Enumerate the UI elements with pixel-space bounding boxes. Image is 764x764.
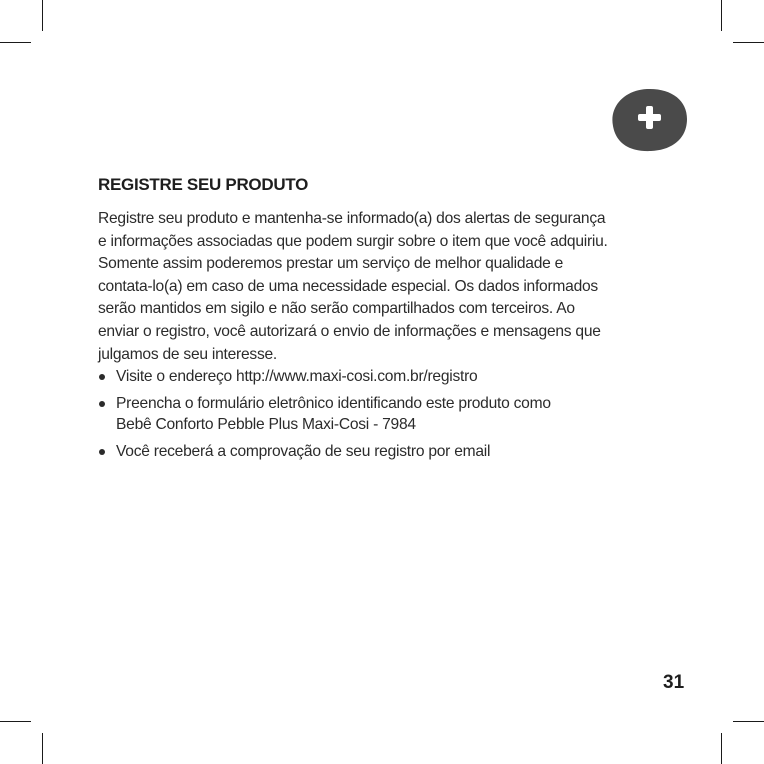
intro-paragraph <box>98 208 688 366</box>
bullet-icon <box>99 401 105 407</box>
crop-mark <box>721 0 722 31</box>
page-number: 31 <box>663 672 685 693</box>
bullet-icon <box>99 374 105 380</box>
intro-line: enviar o registro, você autorizará o envio de informações e mensagens que <box>98 322 601 340</box>
list-item-text: Visite o endereço http://www.maxi-cosi.com.br/registro <box>116 368 478 385</box>
crop-mark <box>721 733 722 764</box>
intro-line: Somente assim poderemos prestar um serviço de melhor qualidade e <box>98 255 564 273</box>
list-item <box>98 393 688 435</box>
plus-badge <box>607 86 688 153</box>
list-item-text: Você receberá a comprovação de seu registro por email <box>116 443 491 460</box>
list-item <box>98 441 688 462</box>
crop-mark <box>733 42 764 43</box>
crop-mark <box>0 42 31 43</box>
intro-line: serão mantidos em sigilo e não serão compartilhados com terceiros. Ao <box>98 300 575 318</box>
plus-icon <box>607 86 688 153</box>
intro-line: julgamos de seu interesse. <box>98 345 277 363</box>
crop-mark <box>42 0 43 31</box>
crop-mark <box>733 721 764 722</box>
bullet-icon <box>99 449 105 455</box>
intro-line: contata-lo(a) em caso de uma necessidade especial. Os dados informados <box>98 277 598 295</box>
intro-line: Registre seu produto e mantenha-se informado(a) dos alertas de segurança <box>98 210 606 227</box>
crop-mark <box>0 721 31 722</box>
section-title: REGISTRE SEU PRODUTO <box>98 175 308 194</box>
intro-line: e informações associadas que podem surgir sobre o item que você adquiriu. <box>98 232 608 250</box>
list-item-text: Bebê Conforto Pebble Plus Maxi-Cosi - 7984 <box>116 416 416 433</box>
crop-mark <box>42 733 43 764</box>
instruction-list <box>98 366 688 468</box>
list-item <box>98 366 688 387</box>
list-item-text: Preencha o formulário eletrônico identificando este produto como <box>116 395 551 412</box>
